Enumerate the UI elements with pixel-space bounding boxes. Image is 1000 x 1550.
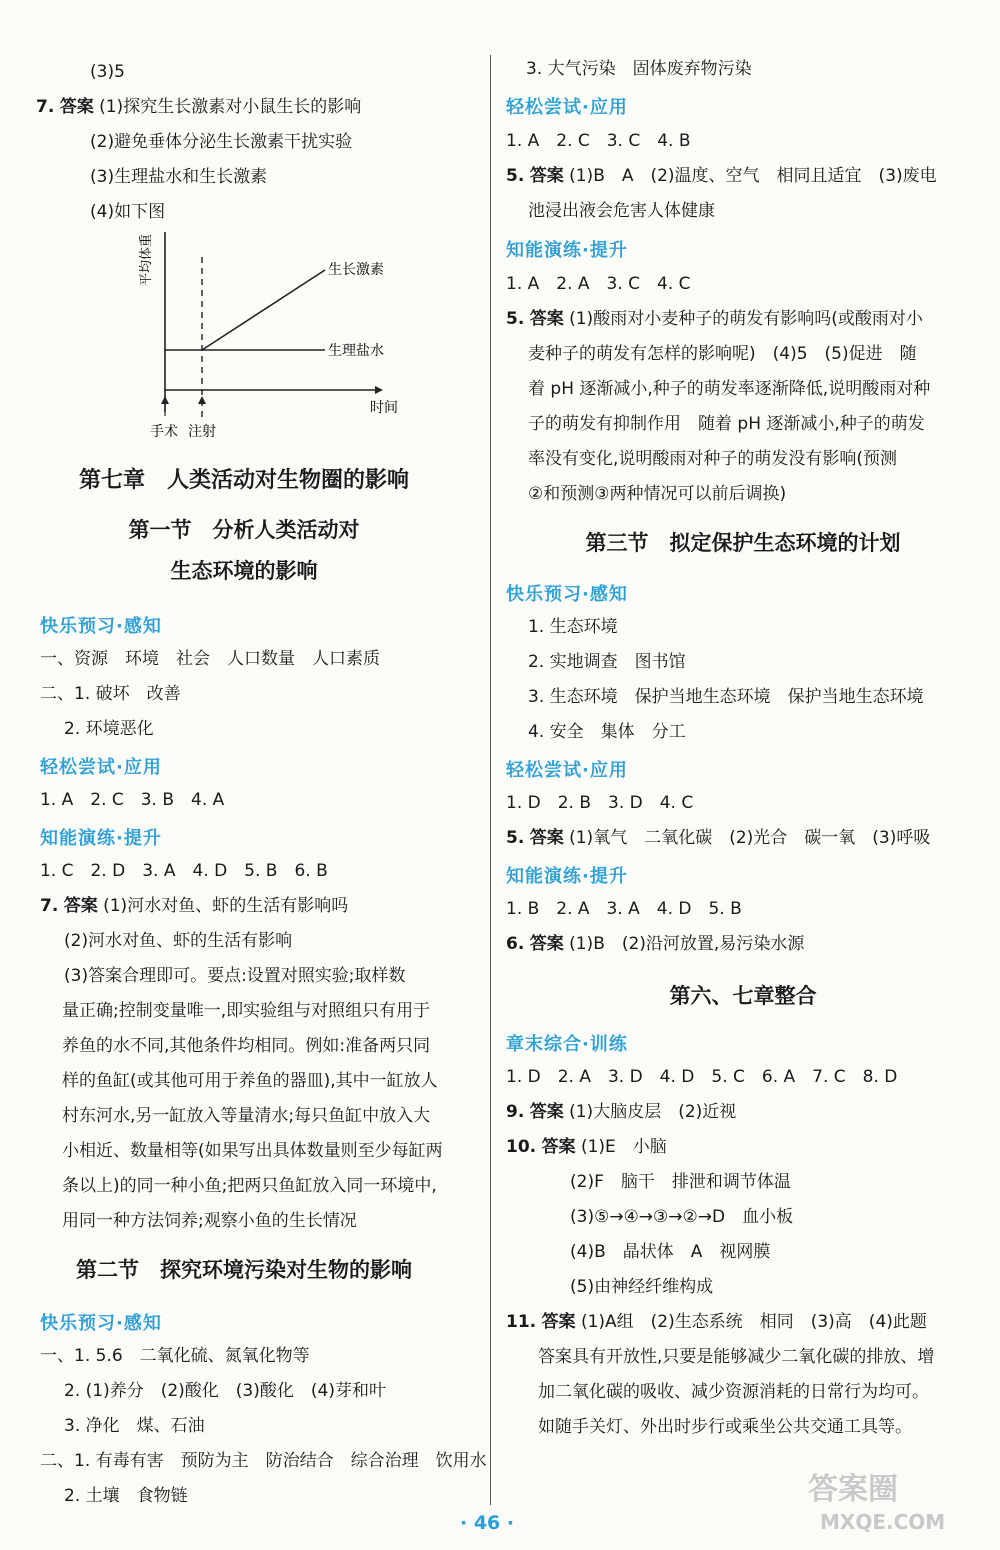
answer-line: 着 pH 逐渐减小,种子的萌发率逐渐降低,说明酸雨对种 (528, 379, 931, 399)
graph-xlabel: 时间 (370, 400, 398, 416)
question-number: 7. (36, 97, 55, 117)
answer-label: 答案 (59, 97, 94, 117)
answer-line: 一、资源 环境 社会 人口数量 人口素质 (40, 649, 380, 669)
question-7b (40, 894, 348, 918)
answer-label: 答案 (529, 309, 564, 329)
answer-label: 答案 (529, 1102, 564, 1122)
answer-line: (2)F 脑干 排泄和调节体温 (570, 1172, 791, 1192)
answer-line: (3)答案合理即可。要点:设置对照实验;取样数 (64, 966, 406, 986)
answer-line: (3)5 (90, 62, 125, 82)
answer-label: 答案 (541, 1312, 576, 1332)
answer-line: 用同一种方法饲养;观察小鱼的生长情况 (62, 1211, 357, 1231)
answer-line: ②和预测③两种情况可以前后调换) (528, 484, 787, 504)
answer-text: (1)B (2)沿河放置,易污染水源 (569, 934, 805, 954)
answer-text: (1)探究生长激素对小鼠生长的影响 (99, 97, 362, 117)
section-title: 第二节 探究环境污染对生物的影响 (76, 1258, 412, 1282)
section-heading-try: 轻松尝试·应用 (506, 97, 628, 118)
question-number: 11. (506, 1312, 537, 1332)
question-number: 5. (506, 309, 525, 329)
answer-line: 4. 安全 集体 分工 (528, 722, 686, 742)
section-heading-preview: 快乐预习·感知 (506, 584, 628, 605)
section-title: 生态环境的影响 (170, 559, 318, 583)
section-title: 第三节 拟定保护生态环境的计划 (585, 531, 901, 555)
section-heading-preview: 快乐预习·感知 (40, 616, 162, 637)
answer-text: (1)B A (2)温度、空气 相同且适宜 (3)废电 (569, 166, 937, 186)
answer-line: 一、1. 5.6 二氧化硫、氮氧化物等 (40, 1346, 310, 1366)
section-heading-preview: 快乐预习·感知 (40, 1313, 162, 1334)
answer-text: (1)A组 (2)生态系统 相同 (3)高 (4)此题 (580, 1312, 927, 1332)
section-heading-practice: 知能演练·提升 (40, 828, 162, 849)
answer-line: 2. 环境恶化 (64, 719, 154, 739)
answer-line: 2. 土壤 食物链 (64, 1486, 188, 1506)
answer-text: (1)大脑皮层 (2)近视 (569, 1102, 737, 1122)
section-heading-practice: 知能演练·提升 (506, 866, 628, 887)
section-heading-review: 章末综合·训练 (506, 1034, 628, 1055)
answer-line: 1. A 2. A 3. C 4. C (506, 274, 691, 294)
question-9 (506, 1100, 736, 1124)
answer-line: 二、1. 有毒有害 预防为主 防治结合 综合治理 饮用水 (40, 1451, 487, 1471)
column-divider (490, 55, 491, 1505)
answer-line: (2)避免垂体分泌生长激素干扰实验 (90, 132, 353, 152)
question-number: 10. (506, 1137, 537, 1157)
section-heading-practice: 知能演练·提升 (506, 240, 628, 261)
answer-line: 2. 实地调查 图书馆 (528, 652, 686, 672)
question-5c (506, 826, 930, 850)
answer-line: (2)河水对鱼、虾的生活有影响 (64, 931, 293, 951)
answer-label: 答案 (541, 1137, 576, 1157)
question-number: 7. (40, 896, 59, 916)
page-number: · 46 · (460, 1512, 515, 1534)
answer-line: (3)⑤→④→③→②→D 血小板 (570, 1207, 794, 1227)
answer-line: 3. 生态环境 保护当地生态环境 保护当地生态环境 (528, 687, 924, 707)
section-title: 第六、七章整合 (669, 984, 817, 1008)
graph-label-saline: 生理盐水 (328, 343, 384, 359)
answer-line: 条以上)的同一种小鱼;把两只鱼缸放入同一环境中, (62, 1176, 437, 1196)
watermark-url: MXQE.COM (820, 1510, 946, 1534)
answer-line: (3)生理盐水和生长激素 (90, 167, 268, 187)
growth-graph (130, 222, 420, 444)
watermark-logo: 答案圈 (808, 1472, 898, 1507)
section-heading-try: 轻松尝试·应用 (40, 757, 162, 778)
answer-line: 子的萌发有抑制作用 随着 pH 逐渐减小,种子的萌发 (528, 414, 925, 434)
answer-line: 小相近、数量相等(如果写出具体数量则至少每缸两 (62, 1141, 443, 1161)
section-title: 第一节 分析人类活动对 (128, 518, 360, 542)
answer-line: 答案具有开放性,只要是能够减少二氧化碳的排放、增 (538, 1347, 935, 1367)
answer-line: 量正确;控制变量唯一,即实验组与对照组只有用于 (62, 1001, 431, 1021)
answer-label: 答案 (529, 828, 564, 848)
section-heading-try: 轻松尝试·应用 (506, 760, 628, 781)
answer-line: (4)如下图 (90, 202, 166, 222)
answer-line: 池浸出液会危害人体健康 (528, 201, 715, 221)
question-number: 5. (506, 166, 525, 186)
graph-mark-surgery: 手术 (150, 424, 178, 440)
answer-label: 答案 (529, 934, 564, 954)
question-number: 9. (506, 1102, 525, 1122)
answer-line: 1. D 2. A 3. D 4. D 5. C 6. A 7. C 8. D (506, 1067, 898, 1087)
answer-line: (4)B 晶状体 A 视网膜 (570, 1242, 771, 1262)
question-11 (506, 1310, 927, 1334)
answer-label: 答案 (63, 896, 98, 916)
x-axis-arrow (375, 386, 383, 394)
answer-line: 1. C 2. D 3. A 4. D 5. B 6. B (40, 861, 328, 881)
answer-line: 3. 大气污染 固体废弃物污染 (526, 59, 752, 79)
answer-line: 养鱼的水不同,其他条件均相同。例如:准备两只同 (62, 1036, 431, 1056)
answer-label: 答案 (529, 166, 564, 186)
answer-line: 3. 净化 煤、石油 (64, 1416, 205, 1436)
question-5b (506, 307, 923, 331)
answer-line: 1. B 2. A 3. A 4. D 5. B (506, 899, 742, 919)
answer-line: 1. A 2. C 3. C 4. B (506, 131, 691, 151)
question-number: 6. (506, 934, 525, 954)
injection-arrow (198, 396, 206, 404)
answer-line: 率没有变化,说明酸雨对种子的萌发没有影响(预测 (528, 449, 898, 469)
question-6 (506, 932, 804, 956)
chapter-title: 第七章 人类活动对生物圈的影响 (78, 468, 409, 493)
answer-line: 样的鱼缸(或其他可用于养鱼的器皿),其中一缸放人 (62, 1071, 438, 1091)
answer-line: 1. 生态环境 (528, 617, 618, 637)
answer-text: (1)河水对鱼、虾的生活有影响吗 (103, 896, 349, 916)
answer-line: 二、1. 破坏 改善 (40, 684, 181, 704)
question-number: 5. (506, 828, 525, 848)
answer-line: 如随手关灯、外出时步行或乘坐公共交通工具等。 (538, 1417, 912, 1437)
question-7 (36, 95, 361, 119)
answer-line: 2. (1)养分 (2)酸化 (3)酸化 (4)芽和叶 (64, 1381, 386, 1401)
answer-text: (1)氧气 二氧化碳 (2)光合 碳一氧 (3)呼吸 (569, 828, 931, 848)
answer-text: (1)E 小脑 (580, 1137, 667, 1157)
graph-label-hormone: 生长激素 (328, 262, 384, 278)
question-10 (506, 1135, 667, 1159)
question-5 (506, 164, 937, 188)
hormone-line (202, 270, 325, 350)
graph-mark-injection: 注射 (188, 424, 216, 440)
answer-line: 村东河水,另一缸放入等量清水;每只鱼缸中放入大 (62, 1106, 431, 1126)
answer-text: (1)酸雨对小麦种子的萌发有影响吗(或酸雨对小 (569, 309, 923, 329)
answer-line: 1. D 2. B 3. D 4. C (506, 793, 694, 813)
answer-line: 加二氧化碳的吸收、减少资源消耗的日常行为均可。 (538, 1382, 929, 1402)
answer-line: 麦种子的萌发有怎样的影响呢) (4)5 (5)促进 随 (528, 344, 917, 364)
answer-line: 1. A 2. C 3. B 4. A (40, 790, 225, 810)
graph-ylabel: 平均体重 (139, 234, 154, 287)
answer-line: (5)由神经纤维构成 (570, 1277, 714, 1297)
